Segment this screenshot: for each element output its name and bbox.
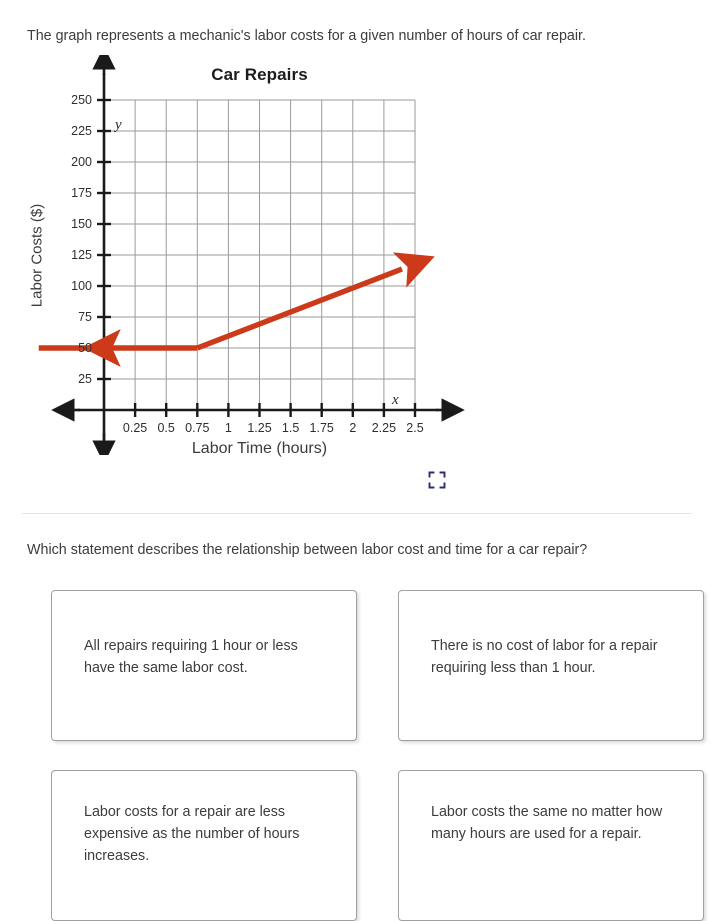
x-tick-label-2-5: 2.5 bbox=[406, 421, 424, 435]
y-tick-label-100: 100 bbox=[71, 279, 92, 293]
x-axis-title: Labor Time (hours) bbox=[191, 440, 328, 457]
y-axis-title: Labor Costs ($) bbox=[28, 203, 46, 308]
answer-option-a[interactable] bbox=[51, 590, 357, 741]
section-divider bbox=[22, 513, 692, 514]
answer-option-d-text: Labor costs the same no matter how many hours are used for a repair. bbox=[431, 804, 663, 842]
y-tick-label-150: 150 bbox=[71, 217, 92, 231]
x-tick-label-1-75: 1.75 bbox=[309, 421, 334, 435]
x-tick-label-2-25: 2.25 bbox=[371, 421, 397, 435]
y-tick-label-75: 75 bbox=[78, 310, 92, 324]
answer-option-d[interactable] bbox=[398, 770, 704, 921]
x-tick-label-0-75: 0.75 bbox=[185, 421, 210, 435]
answer-option-c[interactable] bbox=[51, 770, 357, 921]
x-tick-label-0-5: 0.5 bbox=[157, 421, 175, 435]
x-tick-label-1: 1 bbox=[224, 421, 232, 435]
x-tick-label-1-5: 1.5 bbox=[281, 421, 300, 435]
graph-figure bbox=[0, 55, 714, 505]
y-tick-label-125: 125 bbox=[71, 248, 92, 262]
y-tick-label-25: 25 bbox=[78, 372, 92, 386]
x-tick-label-1-25: 1.25 bbox=[247, 421, 272, 435]
expand-icon[interactable] bbox=[428, 471, 446, 489]
x-variable-label: x bbox=[392, 392, 399, 408]
y-tick-label-225: 225 bbox=[71, 124, 92, 138]
y-variable-label: y bbox=[115, 117, 122, 133]
answer-option-b[interactable] bbox=[398, 590, 704, 741]
y-tick-label-175: 175 bbox=[71, 186, 92, 200]
x-tick-label-0-25: 0.25 bbox=[122, 421, 148, 435]
answer-option-c-text: Labor costs for a repair are less expensive as the number of hours increases. bbox=[84, 804, 300, 864]
chart-title: Car Repairs bbox=[211, 65, 308, 84]
question-text: Which statement describes the relationship between labor cost and time for a car repair? bbox=[27, 542, 588, 558]
y-tick-label-50: 50 bbox=[78, 341, 92, 355]
problem-prompt: The graph represents a mechanic's labor costs for a given number of hours of car repair. bbox=[27, 28, 587, 44]
y-tick-label-250: 250 bbox=[71, 93, 92, 107]
expand-icon-svg bbox=[428, 471, 446, 489]
answer-option-b-text: There is no cost of labor for a repair requiring less than 1 hour. bbox=[431, 638, 658, 676]
answer-option-a-text: All repairs requiring 1 hour or less have the same labor cost. bbox=[84, 638, 298, 676]
y-tick-label-200: 200 bbox=[71, 155, 92, 169]
x-tick-label-2: 2 bbox=[349, 421, 357, 435]
